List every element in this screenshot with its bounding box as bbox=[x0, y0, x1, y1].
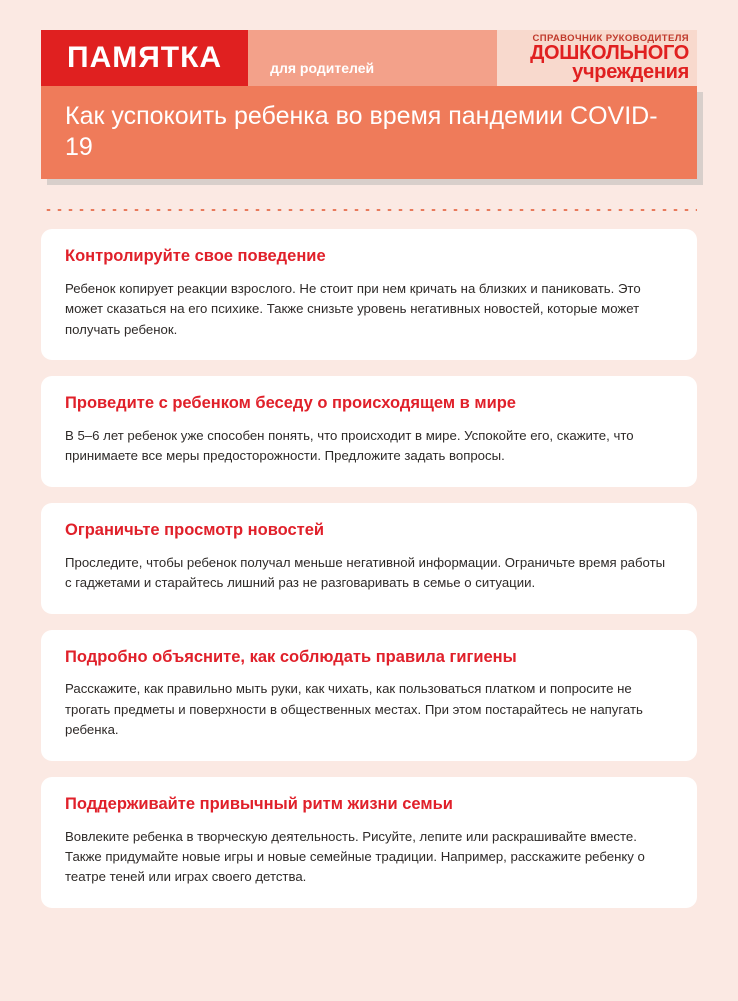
title-wrapper bbox=[41, 86, 697, 179]
tip-card bbox=[41, 376, 697, 487]
tip-body: В 5–6 лет ребенок уже способен понять, что происходит в мире. Успокойте его, скажите, что принимаете все меры предосторожности. Предложите задать вопросы. bbox=[65, 427, 634, 464]
audience-label: для родителей bbox=[248, 30, 497, 86]
publisher-logo bbox=[497, 30, 697, 86]
memo-page bbox=[0, 30, 738, 1001]
tip-body: Ребенок копирует реакции взрослого. Не стоит при нем кричать на близких и паниковать. Это может сказаться на его психике. Также снизьте уровень негативных новостей, которые может получать ребенок. bbox=[65, 280, 641, 337]
tip-heading: Подробно объясните, как соблюдать правила гигиены bbox=[65, 647, 517, 666]
tip-card bbox=[41, 229, 697, 360]
logo-line-2: ДОШКОЛЬНОГО bbox=[530, 42, 689, 65]
tip-body: Вовлеките ребенка в творческую деятельность. Рисуйте, лепите или раскрашивайте вместе. Также придумайте новые игры и новые семейные традиции. Например, расскажите ребенку о театре теней или играх своего детства. bbox=[65, 828, 645, 885]
page-title: Как успокоить ребенка во время пандемии COVID-19 bbox=[41, 86, 697, 179]
tip-body: Проследите, чтобы ребенок получал меньше негативной информации. Ограничьте время работы с гаджетами и старайтесь лишний раз не разговаривать в семье о ситуации. bbox=[65, 554, 666, 591]
tip-card bbox=[41, 503, 697, 614]
tip-heading: Поддерживайте привычный ритм жизни семьи bbox=[65, 794, 453, 813]
tip-heading: Ограничьте просмотр новостей bbox=[65, 520, 325, 539]
logo-line-3: учреждения bbox=[572, 61, 689, 84]
tip-heading: Проведите с ребенком беседу о происходящем в мире bbox=[65, 394, 516, 413]
dotted-divider bbox=[43, 205, 697, 211]
tip-card bbox=[41, 777, 697, 908]
header bbox=[41, 30, 697, 86]
logo-line-1: СПРАВОЧНИК РУКОВОДИТЕЛЯ bbox=[532, 32, 689, 44]
tip-card bbox=[41, 630, 697, 761]
tip-heading: Контролируйте свое поведение bbox=[65, 247, 326, 265]
memo-badge: ПАМЯТКА bbox=[41, 30, 248, 86]
tip-body: Расскажите, как правильно мыть руки, как чихать, как пользоваться платком и попросите не трогать предметы и поверхности в общественных местах. При этом постарайтесь не напугать ребенка. bbox=[65, 681, 643, 738]
